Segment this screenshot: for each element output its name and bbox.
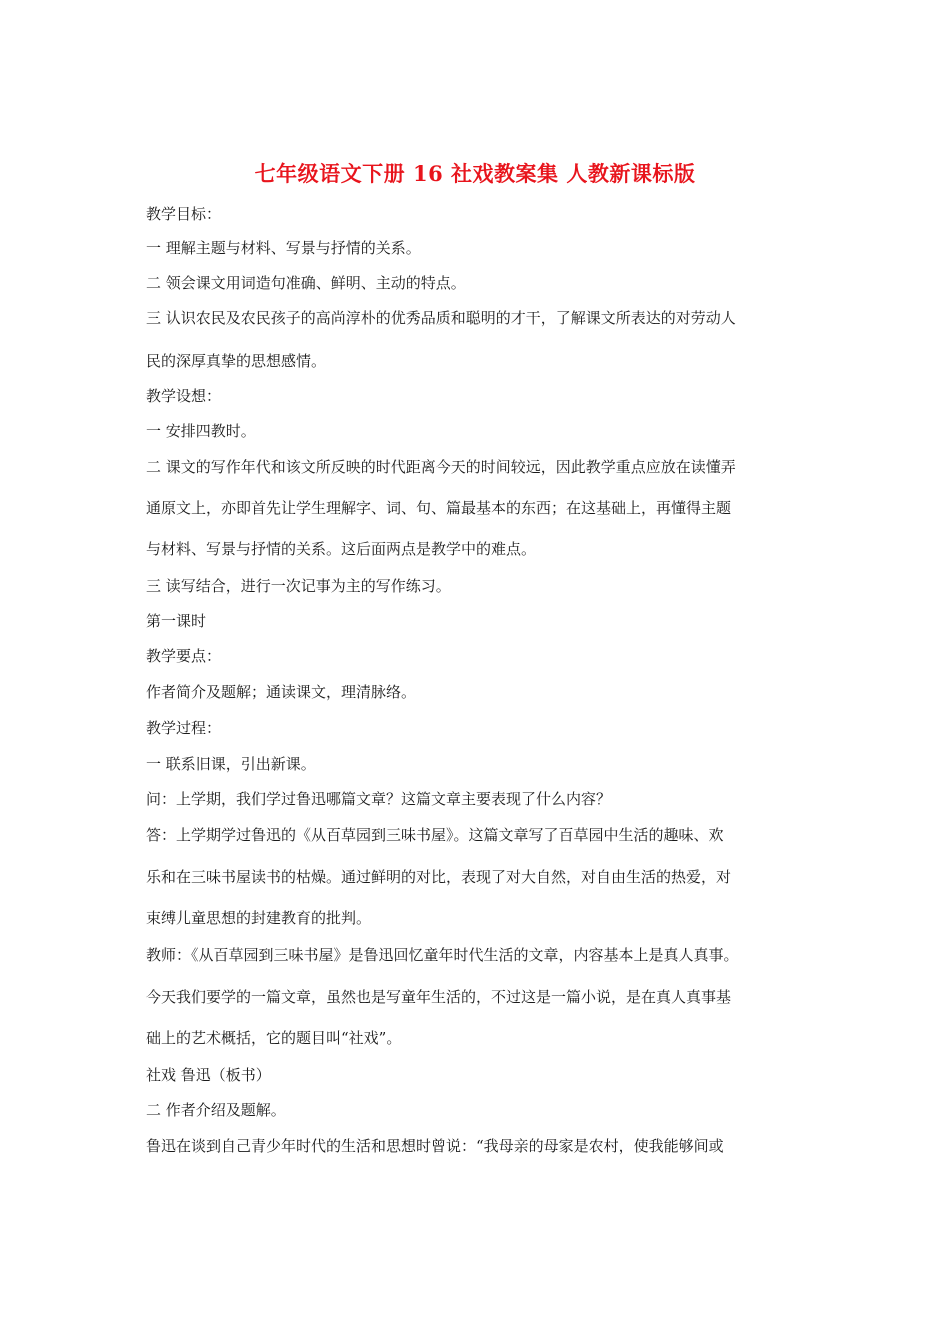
text-line: 问：上学期，我们学过鲁迅哪篇文章？这篇文章主要表现了什么内容？ — [146, 790, 612, 808]
text-line: 础上的艺术概括，它的题目叫“社戏”。 — [146, 1029, 402, 1047]
text-line: 民的深厚真挚的思想感情。 — [146, 352, 327, 370]
text-line: 二 作者介绍及题解。 — [146, 1101, 286, 1119]
text-line: 作者简介及题解；通读课文，理清脉络。 — [146, 683, 417, 701]
text-line: 教学要点： — [146, 647, 222, 665]
text-line: 束缚儿童思想的封建教育的批判。 — [146, 909, 372, 927]
text-line: 第一课时 — [146, 612, 207, 630]
text-line: 答：上学期学过鲁迅的《从百草园到三味书屋》。这篇文章写了百草园中生活的趣味、欢 — [146, 826, 724, 844]
text-line: 一 理解主题与材料、写景与抒情的关系。 — [146, 239, 421, 257]
text-line: 鲁迅在谈到自己青少年时代的生活和思想时曾说：“我母亲的母家是农村，使我能够间或 — [146, 1137, 724, 1155]
text-line: 今天我们要学的一篇文章，虽然也是写童年生活的，不过这是一篇小说，是在真人真事基 — [146, 988, 732, 1006]
text-line: 三 读写结合，进行一次记事为主的写作练习。 — [146, 577, 451, 595]
text-line: 教学过程： — [146, 719, 222, 737]
text-line: 教学设想： — [146, 387, 222, 405]
text-line: 乐和在三味书屋读书的枯燥。通过鲜明的对比，表现了对大自然，对自由生活的热爱，对 — [146, 868, 732, 886]
text-line: 三 认识农民及农民孩子的高尚淳朴的优秀品质和聪明的才干，了解课文所表达的对劳动人 — [146, 309, 736, 327]
text-line: 教师：《从百草园到三味书屋》是鲁迅回忆童年时代生活的文章，内容基本上是真人真事。 — [146, 946, 739, 964]
text-line: 社戏 鲁迅（板书） — [146, 1066, 271, 1084]
text-line: 二 课文的写作年代和该文所反映的时代距离今天的时间较远，因此教学重点应放在读懂弄 — [146, 458, 736, 476]
text-line: 一 安排四教时。 — [146, 422, 256, 440]
text-line: 通原文上，亦即首先让学生理解字、词、句、篇最基本的东西；在这基础上，再懂得主题 — [146, 499, 732, 517]
document-title: 七年级语文下册 16 社戏教案集 人教新课标版 — [254, 161, 696, 186]
text-line: 教学目标： — [146, 205, 222, 223]
text-line: 一 联系旧课，引出新课。 — [146, 755, 316, 773]
text-line: 与材料、写景与抒情的关系。这后面两点是教学中的难点。 — [146, 540, 537, 558]
text-line: 二 领会课文用词造句准确、鲜明、主动的特点。 — [146, 274, 466, 292]
